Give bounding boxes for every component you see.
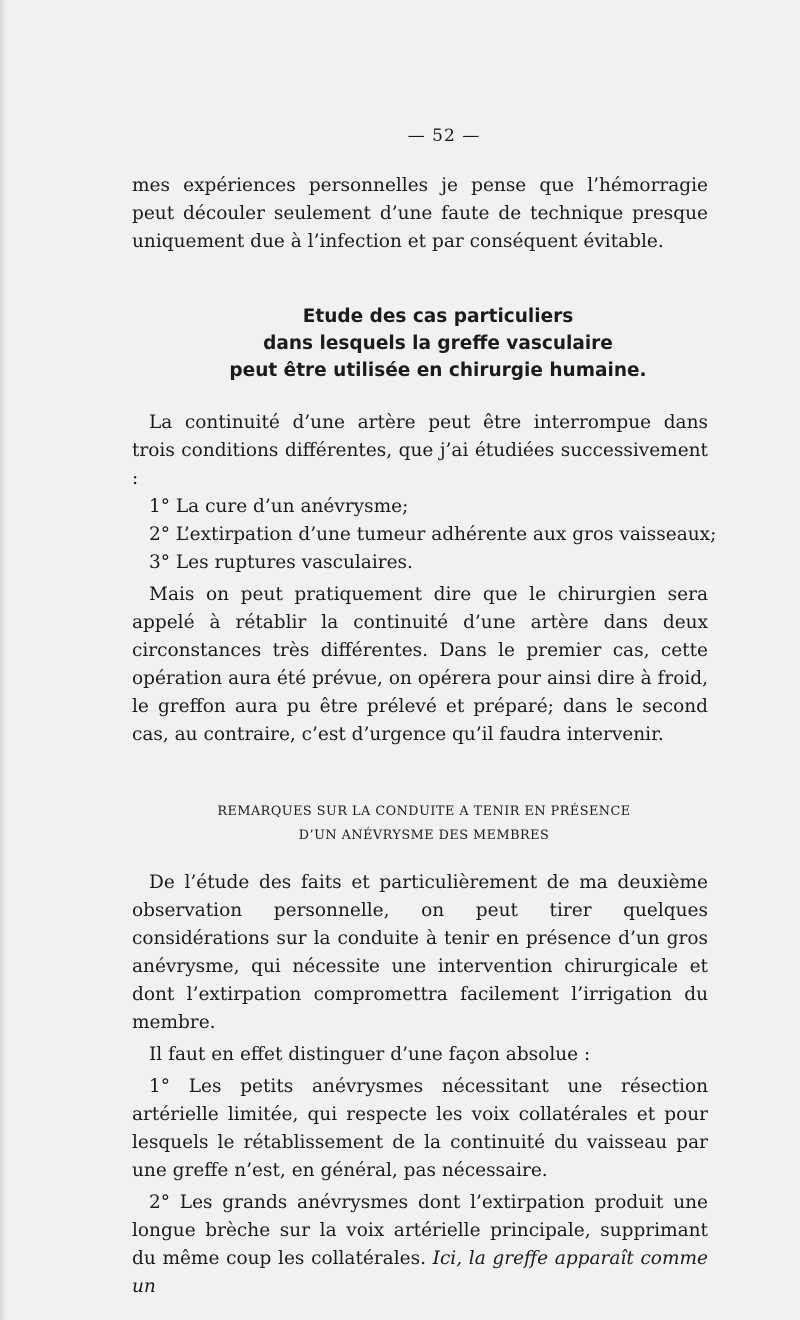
subheading <box>140 800 708 848</box>
page-gutter-shadow <box>0 0 6 1320</box>
practical-paragraph: Mais on peut pratiquement dire que le chirurgien sera appelé à rétablir la continuité d’une artère dans deux circonstances très différentes. Dans le premier cas, cette opération aura été prévue, on opérera pour ainsi dire à froid, le greffon aura pu être prélevé et préparé; dans le second cas, au contraire, c’est d’urgence qu’il faudra intervenir. <box>132 584 708 745</box>
section-heading <box>168 303 708 384</box>
small-aneurysm-paragraph: 1° Les petits anévrysmes nécessitant une résection artérielle limitée, qui respecte les voix collatérales et pour lesquels le rétablissement de la continuité du vaisseau par une greffe n’est, en général, pas nécessaire. <box>132 1076 708 1181</box>
opening-paragraph: mes expériences personnelles je pense que l’hémorragie peut découler seulement d’une faute de technique presque uniquement due à l’infection et par conséquent évitable. <box>132 175 708 252</box>
large-aneurysm-text: 2° Les grands anévrysmes dont l’extirpation produit une longue brèche sur la voix artérielle principale, supprimant du même coup les collatérales. <box>132 1192 708 1269</box>
text-column <box>132 126 717 1301</box>
study-paragraph: De l’étude des faits et particulièrement de ma deuxième observation personnelle, on peut tirer quelques considérations sur la conduite à tenir en présence d’un gros anévrysme, qui nécessite une intervention chirurgicale et dont l’extirpation compromettra facilement l’irrigation du membre. <box>132 872 708 1033</box>
condition-item-1: 1° La cure d’un anévrysme; <box>149 496 409 517</box>
intro-paragraph: La continuité d’une artère peut être interrompue dans trois conditions différentes, que j’ai étudiées successivement : <box>132 412 708 489</box>
large-aneurysm-italic-text: Ici, la greffe apparaît comme un <box>132 1248 708 1297</box>
distinguish-paragraph: Il faut en effet distinguer d’une façon absolue : <box>149 1044 591 1065</box>
condition-item-2: 2° L’extirpation d’une tumeur adhérente aux gros vaisseaux; <box>149 524 717 545</box>
section-heading-line-1: Etude des cas particuliers <box>302 306 574 327</box>
subheading-line-1: REMARQUES SUR LA CONDUITE A TENIR EN PRÉSENCE <box>217 804 631 819</box>
subheading-line-2: D’UN ANÉVRYSME DES MEMBRES <box>298 828 550 843</box>
section-heading-line-2: dans lesquels la greffe vasculaire <box>263 333 613 354</box>
large-aneurysm-paragraph <box>132 1189 708 1301</box>
page-number: — 52 — <box>407 126 481 146</box>
section-heading-line-3: peut être utilisée en chirurgie humaine. <box>229 360 647 381</box>
condition-item-3: 3° Les ruptures vasculaires. <box>149 552 413 573</box>
